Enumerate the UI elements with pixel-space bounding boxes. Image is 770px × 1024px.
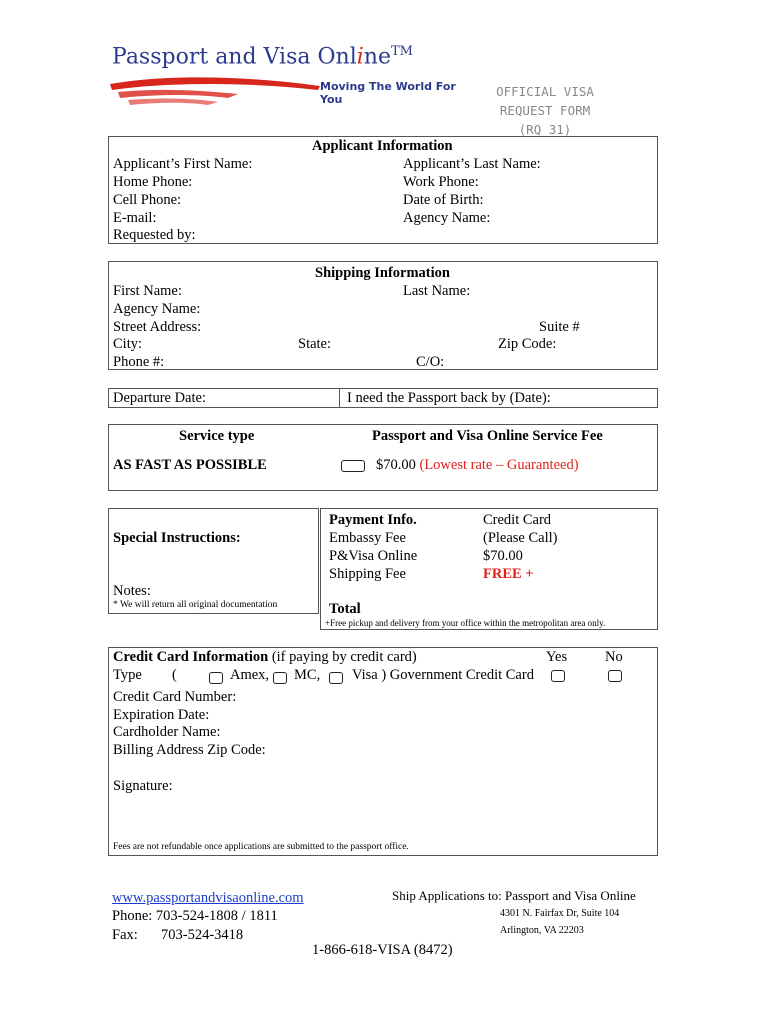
dates-row <box>108 388 658 408</box>
home-phone-label: Home Phone: <box>113 174 193 190</box>
refund-disclaimer: Fees are not refundable once applications are submitted to the passport office. <box>113 842 409 852</box>
shipping-heading: Shipping Information <box>315 265 450 281</box>
logo-swoosh-graphic <box>108 72 323 112</box>
address-line1: 4301 N. Fairfax Dr, Suite 104 <box>500 908 620 919</box>
total-label: Total <box>329 601 361 617</box>
logo-title: Passport and Visa Online™ <box>112 44 413 70</box>
embassy-fee-label: Embassy Fee <box>329 530 406 546</box>
footer-fax-label: Fax: <box>112 927 138 943</box>
city-label: City: <box>113 336 143 352</box>
service-type-section <box>108 424 658 491</box>
dates-divider <box>339 389 340 407</box>
card-type-open-paren: ( <box>172 667 177 683</box>
mc-checkbox[interactable] <box>273 672 287 684</box>
applicant-heading: Applicant Information <box>312 138 453 154</box>
ship-first-name-label: First Name: <box>113 283 182 299</box>
shipping-fee-value: FREE + <box>483 566 534 582</box>
passport-back-date-label: I need the Passport back by (Date): <box>347 390 551 406</box>
requested-by-label: Requested by: <box>113 227 196 243</box>
street-address-label: Street Address: <box>113 319 202 335</box>
payment-info-section <box>320 508 658 630</box>
cardholder-name-label: Cardholder Name: <box>113 724 221 740</box>
footer-phone: Phone: 703-524-1808 / 1811 <box>112 908 278 924</box>
mc-label: MC, <box>294 667 321 683</box>
special-instructions-label: Special Instructions: <box>113 530 241 546</box>
shipping-info-section <box>108 261 658 370</box>
special-instructions-section <box>108 508 319 614</box>
service-option-checkbox[interactable] <box>341 460 365 472</box>
gov-card-yes-checkbox[interactable] <box>551 670 565 682</box>
free-pickup-note: +Free pickup and delivery from your office within the metropolitan area only. <box>325 618 606 628</box>
form-title: OFFICIAL VISA REQUEST FORM (RQ 31) <box>496 84 594 137</box>
ship-agency-label: Agency Name: <box>113 301 201 317</box>
signature-label: Signature: <box>113 778 173 794</box>
yes-label: Yes <box>546 649 568 665</box>
toll-free-number: 1-866-618-VISA (8472) <box>312 942 453 958</box>
pvisa-fee-label: P&Visa Online <box>329 548 418 564</box>
embassy-fee-value: (Please Call) <box>483 530 558 546</box>
visa-checkbox[interactable] <box>329 672 343 684</box>
suite-label: Suite # <box>539 319 580 335</box>
service-option-label: AS FAST AS POSSIBLE <box>113 457 267 473</box>
service-price: $70.00 (Lowest rate – Guaranteed) <box>376 457 579 473</box>
address-line2: Arlington, VA 22203 <box>500 925 584 936</box>
logo-tagline: Moving The World For You <box>320 80 456 106</box>
notes-label: Notes: <box>113 583 151 599</box>
state-label: State: <box>298 336 332 352</box>
billing-zip-label: Billing Address Zip Code: <box>113 742 266 758</box>
visa-gov-card-label: Visa ) Government Credit Card <box>352 667 534 683</box>
no-label: No <box>605 649 623 665</box>
care-of-label: C/O: <box>416 354 445 370</box>
service-fee-header: Passport and Visa Online Service Fee <box>372 428 603 444</box>
service-type-header: Service type <box>179 428 255 444</box>
service-price-note: (Lowest rate – Guaranteed) <box>419 457 579 473</box>
shipping-fee-label: Shipping Fee <box>329 566 406 582</box>
applicant-info-section <box>108 136 658 244</box>
amex-checkbox[interactable] <box>209 672 223 684</box>
work-phone-label: Work Phone: <box>403 174 479 190</box>
pvisa-fee-value: $70.00 <box>483 548 523 564</box>
website-link[interactable]: www.passportandvisaonline.com <box>112 890 304 906</box>
departure-date-label: Departure Date: <box>113 390 206 406</box>
dob-label: Date of Birth: <box>403 192 484 208</box>
footer-fax: 703-524-3418 <box>161 927 244 943</box>
payment-header: Payment Info. <box>329 512 417 528</box>
credit-card-section <box>108 647 658 856</box>
company-logo <box>108 40 468 120</box>
card-type-label: Type <box>113 667 142 683</box>
expiration-date-label: Expiration Date: <box>113 707 210 723</box>
agency-name-label: Agency Name: <box>403 210 491 226</box>
applicant-first-name-label: Applicant’s First Name: <box>113 156 253 172</box>
ship-to-label: Ship Applications to: Passport and Visa Online <box>392 888 636 903</box>
payment-header-value: Credit Card <box>483 512 552 528</box>
credit-card-heading: Credit Card Information (if paying by credit card) <box>113 649 417 665</box>
zip-code-label: Zip Code: <box>498 336 557 352</box>
ship-phone-label: Phone #: <box>113 354 165 370</box>
card-number-label: Credit Card Number: <box>113 689 237 705</box>
cell-phone-label: Cell Phone: <box>113 192 182 208</box>
email-label: E-mail: <box>113 210 157 226</box>
documentation-footnote: * We will return all original documentation <box>113 600 278 610</box>
amex-label: Amex, <box>230 667 270 683</box>
ship-last-name-label: Last Name: <box>403 283 471 299</box>
gov-card-no-checkbox[interactable] <box>608 670 622 682</box>
applicant-last-name-label: Applicant’s Last Name: <box>403 156 541 172</box>
